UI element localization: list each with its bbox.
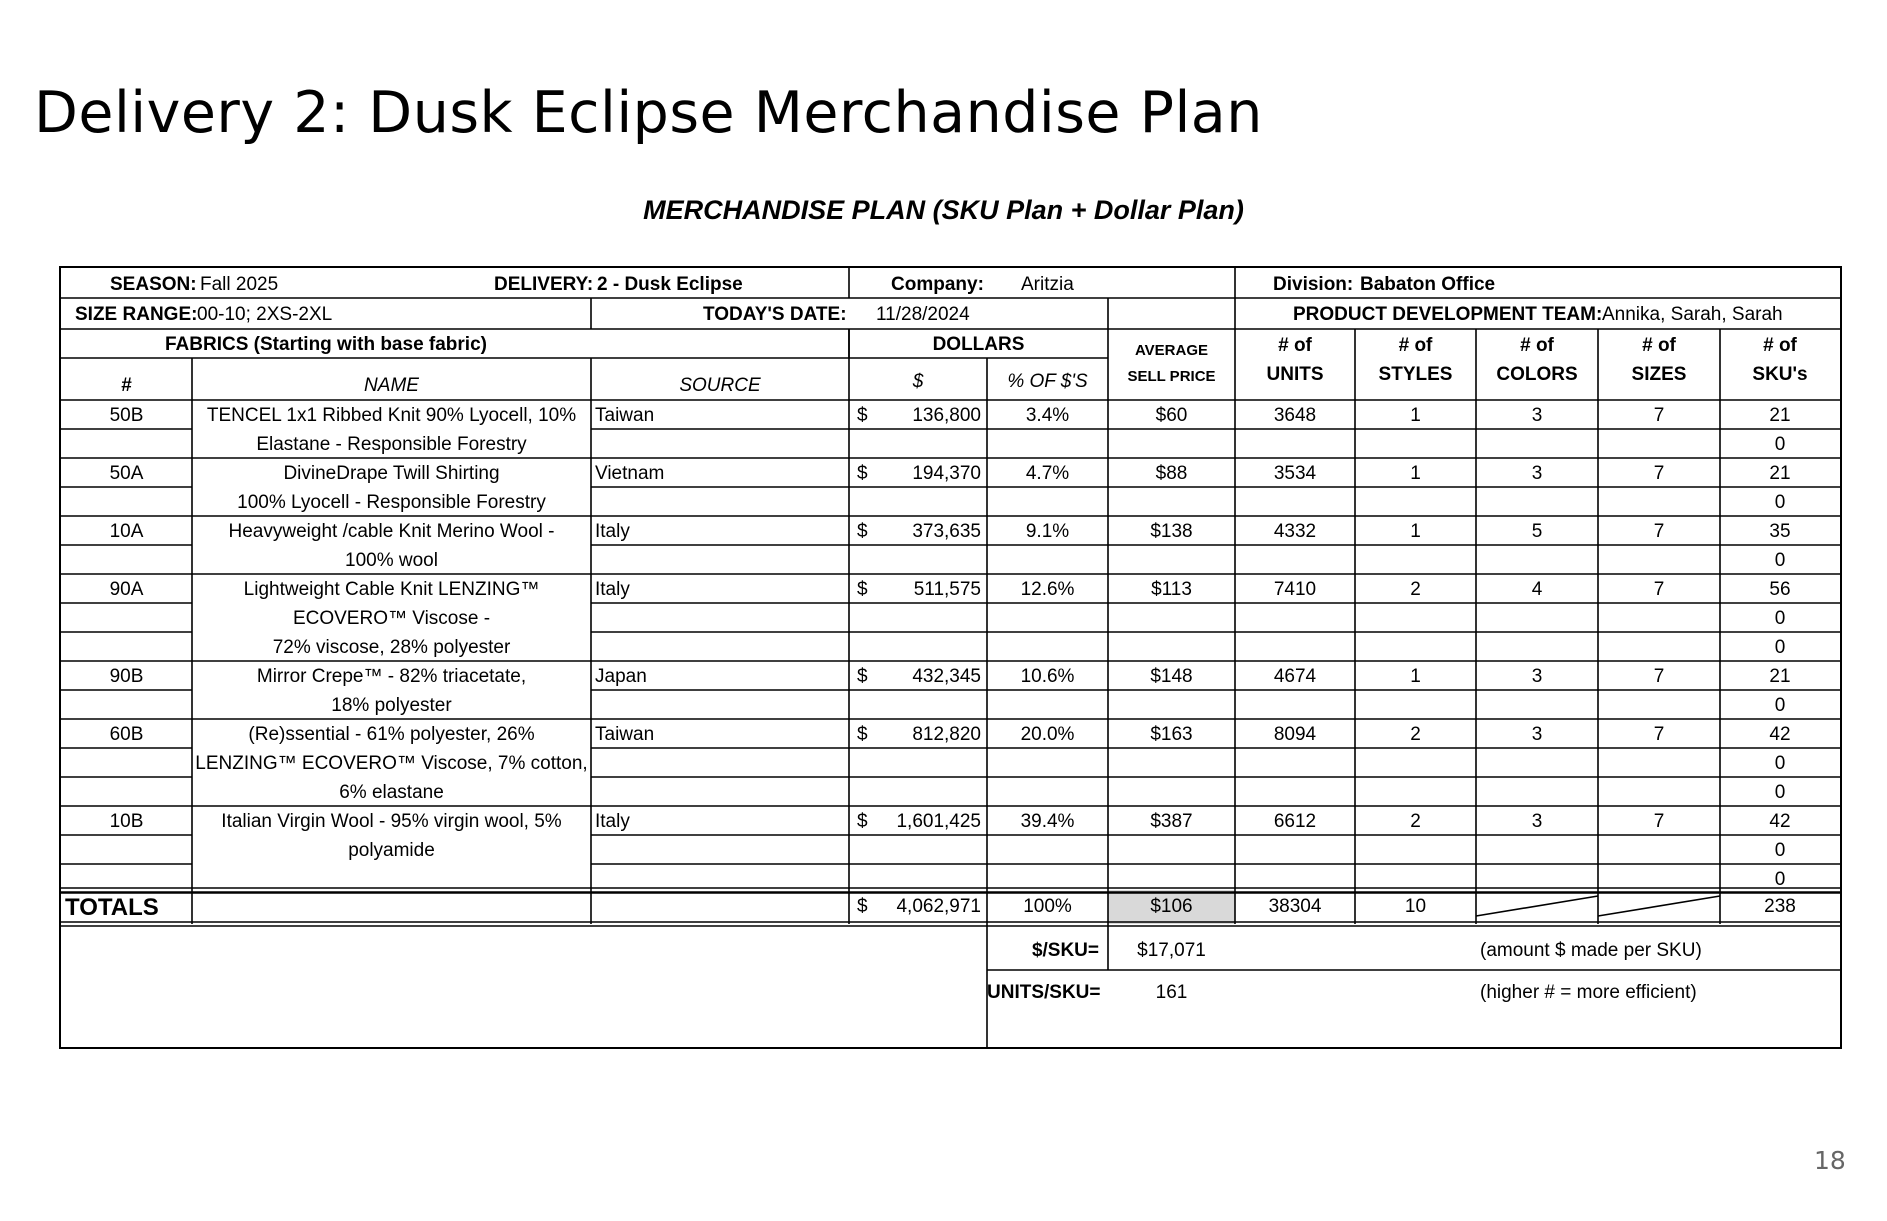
division-value: Babaton Office [1360,274,1496,295]
fabric-sizes: 7 [1653,463,1665,484]
avg-price-header-line1: AVERAGE [1134,342,1209,359]
fabric-sizes: 7 [1653,521,1665,542]
fabric-name-line: 100% wool [345,550,438,571]
dollar-sign: $ [857,666,868,687]
fabric-number: 90B [109,666,144,687]
sizes-header-line2: SIZES [1631,364,1687,385]
units-per-sku-note: (higher # = more efficient) [1480,982,1697,1003]
fabric-source: Taiwan [595,724,655,745]
fabric-skus: 21 [1769,666,1791,687]
fabric-colors: 3 [1531,666,1543,687]
fabric-colors: 3 [1531,463,1543,484]
fabric-name-line: 6% elastane [339,782,444,803]
fabric-name-line: (Re)ssential - 61% polyester, 26% [248,724,535,745]
fabric-units: 7410 [1273,579,1317,600]
num-column-header: # [121,375,132,396]
fabric-colors: 5 [1531,521,1543,542]
dollar-sign: $ [857,724,868,745]
fabric-name-line: Lightweight Cable Knit LENZING™ [243,579,540,600]
per-sku-label: $/SKU= [1031,940,1099,961]
sizes-header-line1: # of [1642,335,1676,356]
fabric-styles: 2 [1410,579,1421,600]
dollar-sign: $ [857,579,868,600]
fabric-styles: 1 [1410,405,1421,426]
fabric-name-line: Mirror Crepe™ - 82% triacetate, [256,666,527,687]
fabric-units: 6612 [1273,811,1317,832]
fabric-units: 8094 [1273,724,1317,745]
season-label: SEASON: [110,274,197,295]
fabric-name-line: TENCEL 1x1 Ribbed Knit 90% Lyocell, 10% [206,405,577,426]
fabric-colors: 3 [1531,405,1543,426]
totals-dollars: 4,062,971 [896,896,981,917]
fabric-skus: 21 [1769,463,1791,484]
name-column-header: NAME [364,375,419,396]
skus-header-line1: # of [1763,335,1797,356]
fabric-dollars: 373,635 [912,521,981,542]
fabric-colors: 3 [1531,811,1543,832]
units-per-sku-value: 161 [1155,982,1188,1003]
fabric-avg-price: $387 [1150,811,1193,832]
fabric-skus: 35 [1769,521,1791,542]
fabric-source: Italy [595,579,630,600]
fabric-number: 60B [109,724,144,745]
avg-price-header-line2: SELL PRICE [1127,368,1216,385]
fabric-source: Vietnam [595,463,665,484]
fabric-avg-price: $113 [1151,579,1192,600]
fabric-avg-price: $163 [1150,724,1193,745]
fabric-name-line: Elastane - Responsible Forestry [256,434,527,455]
delivery-label: DELIVERY: [494,274,594,295]
dollar-column-header: $ [912,371,924,392]
dollar-sign: $ [857,521,868,542]
dollar-sign: $ [857,463,868,484]
page-title: Delivery 2: Dusk Eclipse Merchandise Plan [34,80,1263,146]
merchandise-plan-sheet [59,266,1842,1049]
units-per-sku-label: UNITS/SKU= [987,982,1101,1003]
per-sku-value: $17,071 [1137,940,1206,961]
fabric-skus-extra: 0 [1774,550,1786,571]
fabric-skus-extra: 0 [1774,840,1786,861]
size-range-label: SIZE RANGE: [75,304,198,325]
fabric-number: 10B [109,811,144,832]
team-value: Annika, Sarah, Sarah [1602,304,1783,325]
fabric-skus: 21 [1769,405,1791,426]
fabric-styles: 1 [1410,521,1421,542]
fabric-pct: 4.7% [1025,463,1070,484]
fabric-source: Italy [595,811,630,832]
fabric-source: Japan [595,666,647,687]
size-range-value: 00-10; 2XS-2XL [197,304,333,325]
fabric-skus-extra: 0 [1774,434,1786,455]
fabric-skus-extra: 0 [1774,637,1786,658]
fabric-skus-extra: 0 [1774,753,1786,774]
fabric-skus-extra: 0 [1774,695,1786,716]
totals-pct: 100% [1023,896,1072,917]
units-header-line2: UNITS [1266,364,1324,385]
fabric-number: 50B [109,405,144,426]
season-value: Fall 2025 [200,274,279,295]
fabric-avg-price: $148 [1150,666,1193,687]
fabric-name-line: Heavyweight /cable Knit Merino Wool - [228,521,555,542]
division-label: Division: [1273,274,1354,295]
fabric-avg-price: $88 [1155,463,1188,484]
totals-skus: 238 [1764,896,1796,917]
pct-column-header: % OF $'S [1007,371,1088,392]
colors-header-line1: # of [1520,335,1554,356]
fabric-name-line: 72% viscose, 28% polyester [272,637,511,658]
totals-styles: 10 [1404,896,1427,917]
fabric-name-line: polyamide [348,840,435,861]
fabric-number: 90A [109,579,144,600]
delivery-value: 2 - Dusk Eclipse [597,274,743,295]
fabric-name-line: LENZING™ ECOVERO™ Viscose, 7% cotton, [195,753,588,774]
company-label: Company: [891,274,984,295]
page-number: 18 [1814,1146,1846,1175]
fabric-skus: 56 [1769,579,1791,600]
fabric-name-line: DivineDrape Twill Shirting [283,463,500,484]
fabric-pct: 20.0% [1020,724,1075,745]
plan-subtitle: MERCHANDISE PLAN (SKU Plan + Dollar Plan) [643,195,1244,225]
skus-header-line2: SKU's [1752,364,1808,385]
units-header-line1: # of [1278,335,1312,356]
fabric-dollars: 136,800 [912,405,981,426]
fabric-skus-extra: 0 [1774,492,1786,513]
fabric-units: 4332 [1273,521,1317,542]
fabric-name-line: ECOVERO™ Viscose - [292,608,491,629]
fabric-colors: 3 [1531,724,1543,745]
fabric-dollars: 1,601,425 [896,811,981,832]
fabrics-group-header: FABRICS (Starting with base fabric) [165,334,487,355]
fabric-avg-price: $60 [1155,405,1188,426]
fabric-sizes: 7 [1653,811,1665,832]
source-column-header: SOURCE [679,375,761,396]
fabric-dollars: 511,575 [913,579,981,600]
fabric-dollars: 432,345 [912,666,981,687]
fabric-units: 3648 [1273,405,1317,426]
fabric-styles: 1 [1410,666,1421,687]
fabric-pct: 39.4% [1020,811,1075,832]
fabric-pct: 10.6% [1020,666,1075,687]
totals-label: TOTALS [65,894,159,921]
team-label: PRODUCT DEVELOPMENT TEAM: [1293,304,1603,325]
fabric-dollars: 194,370 [912,463,981,484]
colors-header-line2: COLORS [1496,364,1578,385]
fabric-colors: 4 [1531,579,1543,600]
fabric-skus: 42 [1769,724,1791,745]
fabric-source: Italy [595,521,630,542]
totals-units: 38304 [1268,896,1322,917]
fabric-name-line: 18% polyester [331,695,452,716]
fabric-sizes: 7 [1653,405,1665,426]
company-value: Aritzia [1021,274,1074,295]
fabric-units: 3534 [1273,463,1317,484]
fabric-pct: 12.6% [1020,579,1075,600]
todays-date-value: 11/28/2024 [876,304,970,325]
per-sku-note: (amount $ made per SKU) [1480,940,1702,961]
fabric-source: Taiwan [595,405,655,426]
totals-dollar-sign: $ [857,896,868,917]
dollar-sign: $ [857,405,868,426]
fabric-name-line: Italian Virgin Wool - 95% virgin wool, 5% [221,811,562,832]
styles-header-line2: STYLES [1378,364,1453,385]
dollar-sign: $ [857,811,868,832]
fabric-styles: 2 [1410,724,1421,745]
totals-avg-price: $106 [1150,896,1193,917]
fabric-styles: 1 [1410,463,1421,484]
dollars-group-header: DOLLARS [932,334,1025,355]
fabric-sizes: 7 [1653,724,1665,745]
fabric-avg-price: $138 [1150,521,1193,542]
todays-date-label: TODAY'S DATE: [703,304,847,325]
fabric-skus-extra: 0 [1774,869,1786,890]
fabric-skus: 42 [1769,811,1791,832]
fabric-number: 50A [109,463,144,484]
fabric-styles: 2 [1410,811,1421,832]
fabric-skus-extra: 0 [1774,782,1786,803]
styles-header-line1: # of [1398,335,1433,356]
fabric-pct: 3.4% [1025,405,1070,426]
fabric-units: 4674 [1273,666,1317,687]
fabric-pct: 9.1% [1025,521,1070,542]
fabric-sizes: 7 [1653,579,1665,600]
fabric-skus-extra: 0 [1774,608,1786,629]
fabric-sizes: 7 [1653,666,1665,687]
fabric-dollars: 812,820 [912,724,981,745]
fabric-name-line: 100% Lyocell - Responsible Forestry [237,492,546,513]
fabric-number: 10A [109,521,144,542]
